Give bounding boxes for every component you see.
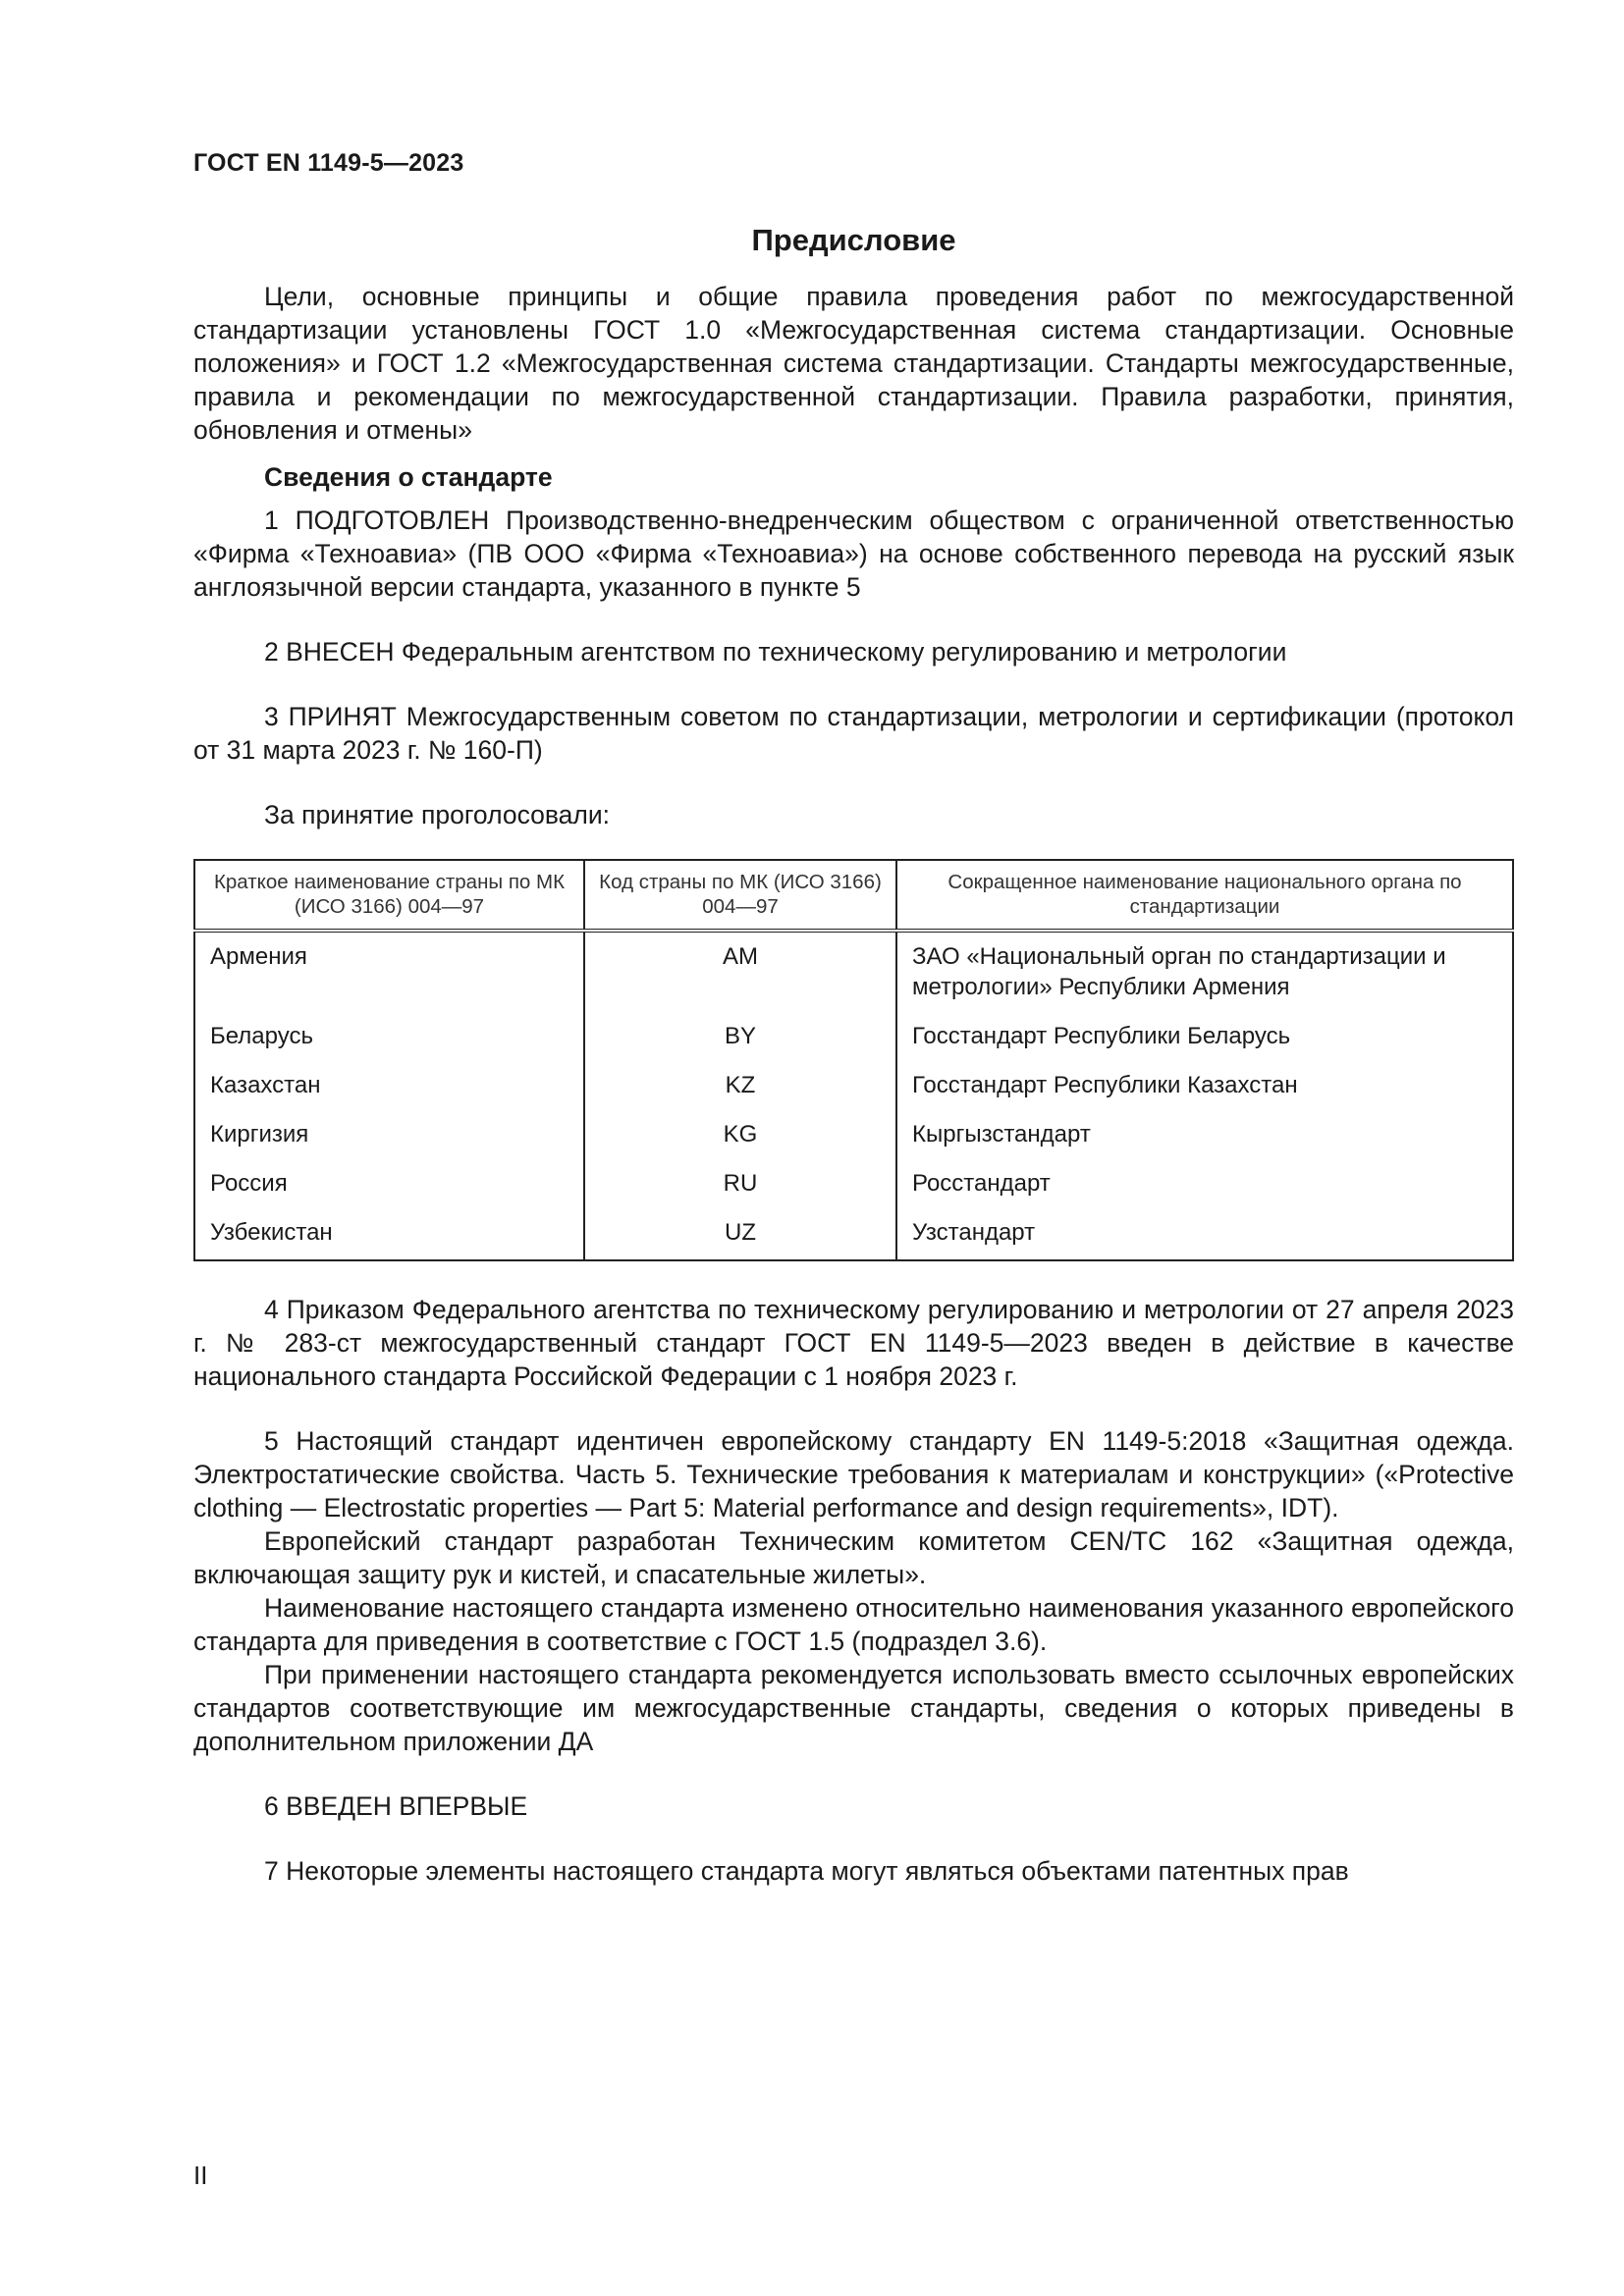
item-5-identical: 5 Настоящий стандарт идентичен европейскому стандарту EN 1149-5:2018 «Защитная одежда. Электростатические свойства. Часть 5. Технические требования к материалам и конструкции» («Protective clothing — Electrostatic properties — Part 5: Material performance and design requirements», IDT). (193, 1426, 1514, 1522)
item-4-order: 4 Приказом Федерального агентства по техническому регулированию и метрологии от 27 апреля 2023 г. № 283-ст межгосударственный стандарт ГОСТ EN 1149-5—2023 введен в действие в качестве национального стандарта Российской Федерации с 1 ноября 2023 г. (193, 1295, 1514, 1391)
table-header-row (194, 860, 1513, 931)
preface-title: Предисловие (751, 223, 956, 257)
country-code: KZ (584, 1070, 896, 1119)
item-2-submitted: 2 ВНЕСЕН Федеральным агентством по техническому регулированию и метрологии (264, 637, 1287, 667)
item-6-introduced: 6 ВВЕДЕН ВПЕРВЫЕ (264, 1791, 528, 1821)
country-code: BY (584, 1021, 896, 1070)
preface-intro: Цели, основные принципы и общие правила проведения работ по межгосударственной стандартизации установлены ГОСТ 1.0 «Межгосударственная система стандартизации. Основные положения» и ГОСТ 1.2 «Межгосударственная система стандартизации. Стандарты межгосударственные, правила и рекомендации по межгосударственной стандартизации. Правила разработки, принятия, обновления и отмены» (193, 282, 1514, 445)
table-row (194, 1119, 1513, 1168)
standards-body: Госстандарт Республики Беларусь (896, 1021, 1513, 1070)
item-3-adopted: 3 ПРИНЯТ Межгосударственным советом по стандартизации, метрологии и сертификации (протокол от 31 марта 2023 г. № 160-П) (193, 702, 1514, 765)
document-code-header: ГОСТ EN 1149-5—2023 (193, 149, 464, 177)
table-row (194, 1217, 1513, 1260)
table-row (194, 1070, 1513, 1119)
standards-body: Росстандарт (896, 1168, 1513, 1217)
header-country-name: Краткое наименование страны по МК (ИСО 3166) 004—97 (194, 860, 584, 931)
country-code: AM (584, 931, 896, 1021)
table-row (194, 1168, 1513, 1217)
table-row (194, 931, 1513, 1021)
item-5-references: При применении настоящего стандарта рекомендуется использовать вместо ссылочных европейских стандартов соответствующие им межгосударственные стандарты, сведения о которых приведены в дополнительном приложении ДА (193, 1660, 1514, 1756)
voting-countries-table (193, 859, 1514, 1261)
item-5-name-change: Наименование настоящего стандарта изменено относительно наименования указанного европейского стандарта для приведения в соответствие с ГОСТ 1.5 (подраздел 3.6). (193, 1593, 1514, 1656)
country-code: KG (584, 1119, 896, 1168)
standards-body: Госстандарт Республики Казахстан (896, 1070, 1513, 1119)
country-name: Казахстан (194, 1070, 584, 1119)
country-name: Киргизия (194, 1119, 584, 1168)
country-code: UZ (584, 1217, 896, 1260)
country-code: RU (584, 1168, 896, 1217)
standards-body: Узстандарт (896, 1217, 1513, 1260)
header-standards-body: Сокращенное наименование национального органа по стандартизации (896, 860, 1513, 931)
country-name: Беларусь (194, 1021, 584, 1070)
standards-body: ЗАО «Национальный орган по стандартизации и метрологии» Республики Армения (896, 931, 1513, 1021)
standard-info-heading: Сведения о стандарте (264, 462, 553, 492)
country-name: Армения (194, 931, 584, 1021)
table-row (194, 1021, 1513, 1070)
item-7-patents: 7 Некоторые элементы настоящего стандарта могут являться объектами патентных прав (264, 1856, 1349, 1886)
voted-caption: За принятие проголосовали: (264, 800, 611, 829)
item-5-committee: Европейский стандарт разработан Техническим комитетом CEN/TC 162 «Защитная одежда, включающая защиту рук и кистей, и спасательные жилеты». (193, 1526, 1514, 1589)
country-name: Узбекистан (194, 1217, 584, 1260)
standards-body: Кыргызстандарт (896, 1119, 1513, 1168)
item-1-prepared: 1 ПОДГОТОВЛЕН Производственно-внедренческим обществом с ограниченной ответственностью «Фирма «Техноавиа» (ПВ ООО «Фирма «Техноавиа») на основе собственного перевода на русский язык англоязычной версии стандарта, указанного в пункте 5 (193, 506, 1514, 602)
header-country-code: Код страны по МК (ИСО 3166) 004—97 (584, 860, 896, 931)
country-name: Россия (194, 1168, 584, 1217)
preface-section (193, 221, 1514, 1888)
page-number: II (193, 2161, 208, 2190)
